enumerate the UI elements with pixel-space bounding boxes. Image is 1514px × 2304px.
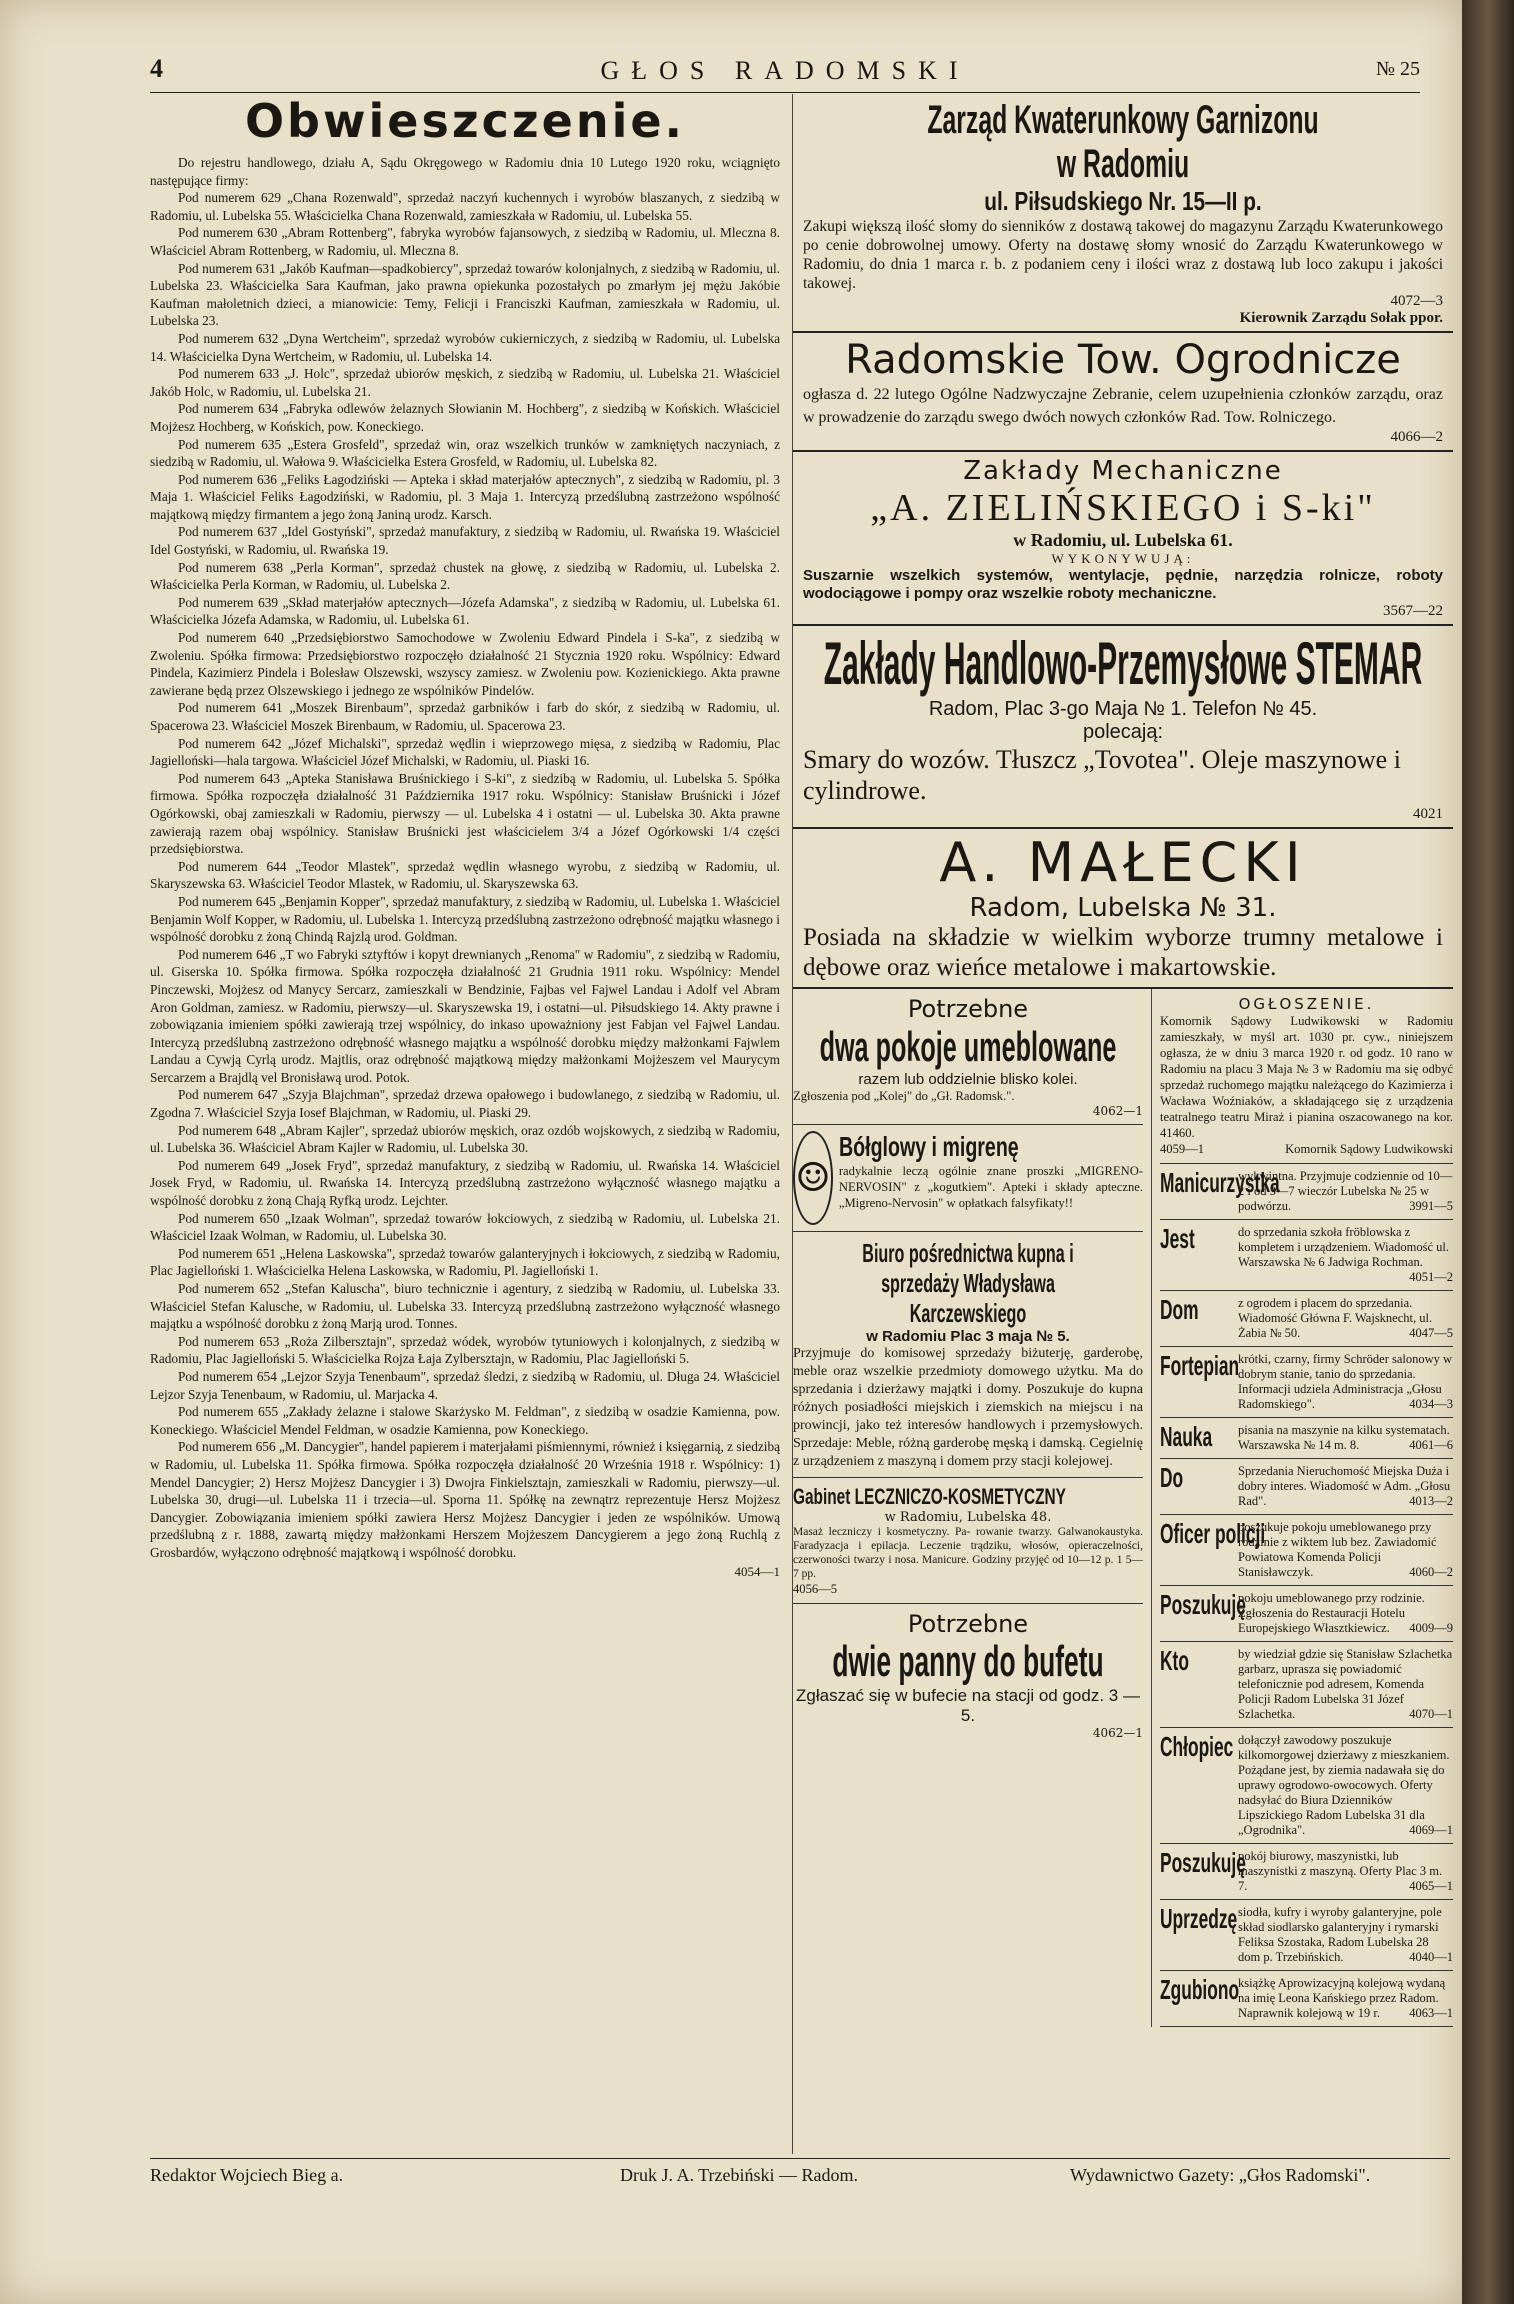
small-ad-body bbox=[1238, 1352, 1453, 1412]
page-edge bbox=[1462, 0, 1514, 2304]
notice-entry: Pod numerem 633 „J. Holc", sprzedaż ubiorów męskich, z siedzibą w Radomiu, ul. Lubelska 21. Właściciel Jakób Holc, w Radomiu, ul. Lubelska 21. bbox=[150, 366, 780, 399]
notice-ref: 4054—1 bbox=[734, 1563, 780, 1579]
small-ad-head: Poszukuję bbox=[1160, 1589, 1246, 1620]
small-ad bbox=[1160, 1164, 1453, 1220]
small-ad-head: Oficer policji bbox=[1160, 1518, 1266, 1549]
small-ad-ref: 4065—1 bbox=[1409, 1879, 1453, 1893]
pokoje-head: Potrzebne bbox=[907, 995, 1029, 1023]
ogrod-title: Radomskie Tow. Ogrodnicze bbox=[845, 337, 1401, 383]
small-ad bbox=[1160, 1291, 1453, 1347]
small-ad-body bbox=[1238, 1225, 1453, 1285]
notice-entries bbox=[150, 189, 780, 1561]
stemar-body: Smary do wozów. Tłuszcz „Tovotea". Oleje maszynowe i cylindrowe. bbox=[803, 745, 1401, 805]
small-ad-body bbox=[1238, 1591, 1453, 1636]
small-ad-body bbox=[1238, 1464, 1453, 1509]
small-ad bbox=[1160, 1459, 1453, 1515]
gabinet-title: Gabinet LECZNICZO-KOSMETYCZNY bbox=[793, 1484, 1066, 1509]
small-ad-head: Dom bbox=[1160, 1294, 1199, 1325]
small-ad-text: pokoju umeblowanego przy rodzinie. Zgłoszenia do Restauracji Hotelu Europejskiego Własztkiewicz. bbox=[1238, 1591, 1425, 1635]
small-ad-head: Zgubiono bbox=[1160, 1974, 1240, 2005]
small-ad bbox=[1160, 1586, 1453, 1642]
notice-entry: Pod numerem 651 „Helena Laskowska", sprzedaż towarów galanteryjnych i łokciowych, z siedzibą w Radomiu, Plac Jagielloński 1. Właścicielka Helena Laskowska, w Radomiu, Pl. Jagielloński 1. bbox=[150, 1245, 780, 1279]
ad-biuro bbox=[793, 1232, 1143, 1478]
small-ads bbox=[1160, 1164, 1453, 2027]
malecki-address: Radom, Lubelska № 31. bbox=[969, 893, 1277, 923]
gabinet-address: w Radomiu, Lubelska 48. bbox=[884, 1510, 1052, 1525]
stemar-title: Zakłady Handlowo-Przemysłowe STEMAR bbox=[823, 630, 1423, 697]
small-ad-text: Sprzedania Nieruchomość Miejska Duża i dobry interes. Wiadomość w Adm. „Głosu Rad". bbox=[1238, 1464, 1451, 1508]
small-ad-ref: 4060—2 bbox=[1409, 1565, 1453, 1579]
small-ad-head: Kto bbox=[1160, 1645, 1189, 1676]
biuro-body: Przyjmuje do komisowej sprzedaży biżuterję, garderobę, meble oraz wszelkie przedmioty domowego użytku. Ma do sprzedania i dzierżawy majątki i domy. Poszukuje do kupna różnych posiadłości miejskich i ziemskich na miejscu i na prowincji, jako też interesów handlowych i przemysłowych. Sprzedaje: Meble, różną garderobę męską i damską. Cegielnię z urządzeniem z maszyną i domem przy stacji kolejowej. bbox=[793, 1346, 1143, 1469]
ad-pokoje bbox=[793, 989, 1143, 1125]
small-ad bbox=[1160, 1220, 1453, 1291]
notice-entry: Pod numerem 641 „Moszek Birenbaum", sprzedaż garbników i farb do skór, z siedzibą w Radomiu, ul. Spacerowa 23. Właściciel Moszek Birenbaum, w Radomiu, ul. Spacerowa 23. bbox=[150, 700, 780, 733]
ziel-body: Suszarnie wszelkich systemów, wentylacje, pędnie, narzędzia rolnicze, roboty wodociągowe i pompy oraz wszelkie roboty mechaniczne. bbox=[803, 567, 1443, 602]
page-number: 4 bbox=[150, 54, 163, 83]
notice-entry: Pod numerem 653 „Roża Zilbersztajn", sprzedaż wódek, wyrobów tytuniowych i kolonjalnych, z siedzibą w Radomiu, Plac Jagielloński 5. Właścicielka Rojza Łaja Zylbersztajn, w Radomiu, Plac Jagielloński 5. bbox=[150, 1333, 780, 1367]
page-header bbox=[150, 52, 1420, 93]
notice-entry: Pod numerem 639 „Skład materjałów aptecznych—Józefa Adamska", z siedzibą w Radomiu, ul. Lubelska 61. Właścicielka Józefa Adamska, w Radomiu, ul. Lubelska 61. bbox=[150, 594, 780, 628]
notice-entry: Pod numerem 635 „Estera Grosfeld", sprzedaż win, oraz wszelkich trunków w zamkniętych naczyniach, z siedzibą w Radomiu, ul. Wałowa 9. Właścicielka Estera Grosfeld, w Radomiu, ul. Lubelska 82. bbox=[150, 436, 780, 470]
small-ad bbox=[1160, 1347, 1453, 1418]
small-ad-head: Poszukuję bbox=[1160, 1847, 1246, 1878]
small-ad-head: Uprzedzę bbox=[1160, 1903, 1238, 1934]
small-ad bbox=[1160, 1418, 1453, 1459]
notice-entry: Pod numerem 646 „T wo Fabryki sztyftów i kopyt drewnianych „Renoma" w Radomiu", z siedzibą w Radomiu, ul. Giserska 10. Spółka firmowa. Spółka rozpoczęła działalność 21 Grudnia 1911 roku. Wspólnicy: Mendel Pinczewski, Mojżesz od Manycy Sercarz, zamieszkali w Bendzinie, Fajbas vel Fajwel Landau i Adolf vel Abram Aron Goldman, zamiesz. w Radomiu, pierwszy—ul. Skaryszewska 19, i ostatni—ul. Piłsudskiego 14. Akty prawne i zobowiązania imieniem spółki zawierają trzej wspólnicy, do inkaso upoważniony jest Fabjan vel Fajwel Landau. Intercyzą przedślubną zastrzeżono odrębność własnego majątku a wspólność dorobku między małżonkami Fajwlem Landau a Cywją Cyrlą urodz. Majtlis, oraz odrębność majątkową między małżonkami Mojżeszem vel Maurycym Sercarzem a Brajdlą vel Bronisławą urod. Potok. bbox=[150, 946, 780, 1085]
ad-malecki bbox=[793, 829, 1453, 989]
small-ad-head: Do bbox=[1160, 1462, 1184, 1493]
notice-entry: Pod numerem 636 „Feliks Łagodziński — Apteka i skład materjałów aptecznych", z siedzibą w Radomiu, pl. 3 Maja 1. Właściciel Feliks Łagodziński, w Radomiu, pl. 3 Maja 1. Intercyzą przedślubną zastrzeżono wspólność majątkową między firmantem a jego żoną Janiną urodz. Karsch. bbox=[150, 471, 780, 522]
migrena-body: radykalnie leczą ogólnie znane proszki „MIGRENO-NERVOSIN" z „kogutkiem". Apteki i składy apteczne. „Migreno-Nervosin" w opłatkach falsyfikaty!! bbox=[838, 1164, 1143, 1210]
notice-entry: Pod numerem 637 „Idel Gostyński", sprzedaż manufaktury, z siedzibą w Radomiu, ul. Rwańska 19. Właściciel Idel Gostyński, w Radomiu, ul. Rwańska 19. bbox=[150, 524, 780, 558]
notice-entry: Pod numerem 656 „M. Dancygier", handel papierem i materjałami piśmiennymi, również i księgarnią, z siedzibą w Radomiu, ul. Lubelska 11. Spółka firmowa. Spółka rozpoczęła działalność 20 Września 1918 r. Wspólnicy: 1) Mendel Dancygier; 2) Hersz Mojżesz Dancygier i 3) Dwojra Finkielsztajn, zamieszkali w Radomiu, pierwszy—ul. Lubelska 30, drugi—ul. Lubelska 11 i trzecia—ul. Sporna 11. Spółkę na zewnątrz reprezentuje Hersz Mojżesz Dancygier. Zobowiązania imieniem spółki zawiera Hersz Mojżesz Dancygier i jeden ze wspólników. Umową przedślubną z r. 1888, zawartą między małżonkami Herszem Mojżeszem Dancygierem a jego żoną Ruchlą z Grosbardów, wyłączono odrębność majątkową i wspólność dorobku. bbox=[150, 1439, 780, 1560]
panny-head: Potrzebne bbox=[907, 1610, 1029, 1638]
ads-column bbox=[792, 94, 1453, 2154]
ogrod-body: ogłasza d. 22 lutego Ogólne Nadzwyczajne Zebranie, celem uzupełnienia członków zarządu, oraz w prowadzenie do zarządu swego dwóch nowych członków Rad. Tow. Rolniczego. bbox=[803, 386, 1443, 426]
panny-big: dwie panny do bufetu bbox=[832, 1637, 1104, 1686]
small-ad-body bbox=[1238, 1647, 1453, 1722]
small-ad-text: pisania na maszynie na kilku systematach. Warszawska № 14 m. 8. bbox=[1238, 1423, 1450, 1452]
footer-publisher: Wydawnictwo Gazety: „Głos Radomski". bbox=[1070, 2165, 1371, 2185]
small-ad-ref: 3991—5 bbox=[1409, 1199, 1453, 1213]
malecki-name: A. MAŁECKI bbox=[939, 831, 1307, 894]
ziel-ref: 3567—22 bbox=[1383, 603, 1443, 619]
migrena-title: Bółglowy i migrenę bbox=[838, 1131, 1019, 1162]
komornik-signer: Komornik Sądowy Ludwikowski bbox=[1285, 1142, 1453, 1156]
small-ad-ref: 4070—1 bbox=[1409, 1707, 1453, 1721]
small-ad-body bbox=[1238, 1976, 1453, 2021]
notice-intro: Do rejestru handlowego, działu A, Sądu Okręgowego w Radomiu dnia 10 Lutego 1920 roku, wciągnięto następujące firmy: bbox=[150, 155, 780, 188]
malecki-body: Posiada na składzie w wielkim wyborze trumny metalowe i dębowe oraz wieńce metalowe i makartowskie. bbox=[803, 924, 1443, 981]
kwater-signer: Kierownik Zarządu Sołak ppor. bbox=[1239, 310, 1443, 326]
kwater-address: ul. Piłsudskiego Nr. 15—II p. bbox=[984, 186, 1262, 216]
small-ad-head: Jest bbox=[1160, 1223, 1195, 1254]
notice-entry: Pod numerem 632 „Dyna Wertcheim", sprzedaż wyrobów cukierniczych, z siedzibą w Radomiu, ul. Lubelska 14. Właścicielka Dyna Wertcheim, w Radomiu, ul. Lubelska 14. bbox=[150, 330, 780, 364]
notice-entry: Pod numerem 652 „Stefan Kaluscha", biuro technicznie i agentury, z siedzibą w Radomiu, ul. Lubelska 33. Właściciel Stefan Kalusche, w Radomiu, ul. Lubelska 33. Intercyzą przedślubną zastrzeżono wyłączność własnego majątku a wspólność dorobku z żoną Marją urod. Tonnes. bbox=[150, 1281, 780, 1332]
notice-entry: Pod numerem 640 „Przedsiębiorstwo Samochodowe w Zwoleniu Edward Pindela i S-ka", z siedzibą w Zwoleniu. Spółka firmowa: Przedsiębiorstwo rozpoczęło działalność 21 Stycznia 1920 roku. Wspólnicy: Edward Pindela, Kazimierz Pindela i Bolesław Olszewski, wszyscy zamiesz. w Zwoleniu pow. Kozienickiego. Akta prawne zawierane będą przez Olszewskiego i jednego ze wspólników Pindelów. bbox=[150, 630, 780, 698]
kwater-title: Zarząd Kwaterunkowy Garnizonu w Radomiu bbox=[927, 98, 1319, 186]
small-ad bbox=[1160, 1844, 1453, 1900]
notice-entry: Pod numerem 649 „Josek Fryd", sprzedaż manufaktury, z siedzibą w Radomiu, ul. Rwańska 14. Właściciel Josek Fryd, w Radomiu, ul. Rwańska 14. Intercyzą przedślubną zastrzeżono wyłączność własnego majątku a wspólność dorobku z żoną Chają Ryfką urodz. Lejchter. bbox=[150, 1157, 780, 1209]
footer-printer: Druk J. A. Trzebiński — Radom. bbox=[620, 2165, 859, 2185]
gabinet-ref: 4056—5 bbox=[793, 1582, 838, 1596]
small-ad-ref: 4009—9 bbox=[1409, 1621, 1453, 1635]
small-ad-text: wykwintna. Przyjmuje codziennie od 10—2 i od 3—7 wieczór Lubelska № 25 w podwórzu. bbox=[1238, 1169, 1453, 1213]
small-ad-head: Fortepian bbox=[1160, 1350, 1240, 1381]
notice-entry: Pod numerem 629 „Chana Rozenwald", sprzedaż naczyń kuchennych i wyrobów blaszanych, z siedzibą w Radomiu, ul. Lubelska 55. Właścicielka Chana Rozenwald, zamieszkała w Radomiu, ul. Lubelska 55. bbox=[150, 190, 780, 223]
small-ad-head: Nauka bbox=[1160, 1421, 1213, 1452]
notice-entry: Pod numerem 655 „Zakłady żelazne i stalowe Skarżysko M. Feldman", z siedzibą w osadzie Kamienna, pow. Koneckiego. Właściciel Mendel Feldman, w osadzie Kamienna, pow Koneckiego. bbox=[150, 1404, 780, 1437]
stemar-address: Radom, Plac 3-go Maja № 1. Telefon № 45. bbox=[928, 698, 1318, 720]
head-emblem-icon: ☺ bbox=[793, 1131, 833, 1225]
notice-entry: Pod numerem 634 „Fabryka odlewów żelaznych Słowianin M. Hochberg", z siedzibą w Końskich. Właściciel Mojżesz Hochberg, w Końskich, pow. Koneckiego. bbox=[150, 401, 780, 434]
small-ad-text: krótki, czarny, firmy Schröder salonowy w dobrym stanie, tanio do sprzedania. Informacji udziela Administracja „Głosu Radomskiego". bbox=[1238, 1352, 1453, 1411]
pokoje-contact: Zgłoszenia pod „Kolej" do „Gł. Radomsk.". bbox=[793, 1089, 1015, 1103]
lower-right bbox=[1152, 989, 1453, 2027]
small-ad-text: pokój biurowy, maszynistki, lub maszynistki z maszyną. Oferty Plac 3 m. 7. bbox=[1238, 1849, 1443, 1893]
notice-title: Obwieszczenie. bbox=[244, 94, 686, 148]
small-ad-ref: 4013—2 bbox=[1409, 1494, 1453, 1508]
lower-ads bbox=[793, 989, 1453, 2027]
komornik-ref: 4059—1 bbox=[1160, 1142, 1205, 1156]
panny-ref: 4062—1 bbox=[1092, 1726, 1143, 1740]
pokoje-big: dwa pokoje umeblowane bbox=[819, 1023, 1117, 1070]
ziel-address: w Radomiu, ul. Lubelska 61. bbox=[1013, 530, 1233, 550]
lower-left bbox=[793, 989, 1152, 2027]
small-ad-text: dołączył zawodowy poszukuje kilkomorgowej dzierżawy z mieszkaniem. Pożądane jest, by ziemia nadawała się do uprawy ogrodowo-owocowych. Oferty nadsyłać do Biura Dzienników Lipszickiego Radom Lubelska 31 dla „Ogrodnika". bbox=[1238, 1733, 1450, 1837]
small-ad-ref: 4061—6 bbox=[1409, 1438, 1453, 1452]
small-ad-body bbox=[1238, 1423, 1453, 1453]
notice-entry: Pod numerem 638 „Perla Korman", sprzedaż chustek na głowę, z siedzibą w Radomiu, ul. Lubelska 2. Właścicielka Perla Korman, w Radomiu, ul. Lubelska 2. bbox=[150, 559, 780, 593]
komornik-title: OGŁOSZENIE. bbox=[1238, 995, 1375, 1013]
pokoje-ref: 4062—1 bbox=[1092, 1104, 1143, 1118]
small-ad-head: Chłopiec bbox=[1160, 1731, 1234, 1762]
ziel-sub: WYKONYWUJĄ: bbox=[1051, 551, 1195, 566]
notice-entry: Pod numerem 654 „Lejzor Szyja Tenenbaum", sprzedaż śledzi, z siedzibą w Radomiu, ul. Długa 24. Właściciel Lejzor Szyja Tenenbaum, w Radomiu, ul. Marjacka 4. bbox=[150, 1368, 780, 1402]
stemar-poleca: polecają: bbox=[1082, 721, 1164, 743]
ziel-name: „A. ZIELIŃSKIEGO i S-ki" bbox=[870, 487, 1376, 529]
ad-ogrodnicze bbox=[793, 333, 1453, 452]
small-ad-ref: 4034—3 bbox=[1409, 1397, 1453, 1411]
page-footer bbox=[150, 2158, 1450, 2193]
small-ad-head: Manicurzystka bbox=[1160, 1167, 1280, 1198]
notice-entry: Pod numerem 648 „Abram Kajler", sprzedaż ubiorów męskich, oraz ozdób wojskowych, z siedzibą w Radomiu, ul. Lubelska 36. Właściciel Abram Kajler w Radomiu, ul. Lubelska 30. bbox=[150, 1122, 780, 1156]
small-ad-body bbox=[1238, 1733, 1453, 1838]
small-ad-ref: 4069—1 bbox=[1409, 1823, 1453, 1837]
small-ad-body bbox=[1238, 1520, 1453, 1580]
biuro-title: Biuro pośrednictwa kupna i sprzedaży Władysława Karczewskiego bbox=[862, 1238, 1074, 1328]
notice-entry: Pod numerem 645 „Benjamin Kopper", sprzedaż manufaktury, z siedzibą w Radomiu, ul. Lubelska 1. Właściciel Benjamin Wolf Kopper, w Radomiu, ul. Lubelska 1. Intercyzą przedślubną zastrzeżono odrębność majątku własnego i wspólność dorobku z żoną Chindą Rajzlą urod. Goldman. bbox=[150, 893, 780, 945]
ad-kwaterunkowy bbox=[793, 94, 1453, 333]
notice-entry: Pod numerem 631 „Jakób Kaufman—spadkobiercy", sprzedaż towarów kolonjalnych, z siedzibą w Radomiu, ul. Lubelska 23. Właścicielka Sara Kaufman, jako prawna opiekunka pozostałych po zmarłym jej mężu Jakóbie Kaufman małoletnich dzieci, a mianowicie: Temy, Felicji i Franciszki Kaufman, zamieszkała w Radomiu, ul. Lubelska 23. bbox=[150, 260, 780, 329]
notice-entry: Pod numerem 642 „Józef Michalski", sprzedaż wędlin i wieprzowego mięsa, z siedzibą w Radomiu, Plac Jagielloński—hala targowa. Właściciel Józef Michalski, w Radomiu, ul. Piaski 16. bbox=[150, 735, 780, 769]
biuro-address: w Radomiu Plac 3 maja № 5. bbox=[866, 1328, 1070, 1345]
pokoje-line: razem lub oddzielnie blisko kolei. bbox=[858, 1071, 1078, 1088]
notice-column bbox=[150, 94, 780, 2154]
small-ad-body bbox=[1238, 1296, 1453, 1341]
masthead: GŁOS RADOMSKI bbox=[600, 56, 970, 85]
ad-stemar bbox=[793, 626, 1453, 829]
notice-entry: Pod numerem 644 „Teodor Mlastek", sprzedaż wędlin własnego wyrobu, z siedzibą w Radomiu, ul. Skaryszewska 63. Właściciel Teodor Mlastek, w Radomiu, ul. Skaryszewska 63. bbox=[150, 858, 780, 892]
ogrod-ref: 4066—2 bbox=[1390, 429, 1443, 445]
small-ad-text: by wiedział gdzie się Stanisław Szlachetka garbarz, uprasza się powiadomić telefonicznie pod adresem, Komenda Policji Radom Lubelska 31 Józef Szlachetka. bbox=[1238, 1647, 1453, 1721]
ad-komornik bbox=[1160, 989, 1453, 1164]
small-ad bbox=[1160, 1728, 1453, 1844]
gabinet-body: Masaż leczniczy i kosmetyczny. Pa- rowanie twarzy. Galwanokaustyka. Faradyzacja i epilacja. Leczenie trądziku, włosów, opieraczelności, czerwoności twarzy i nosa. Manicure. Godziny przyjęć od 10—12 p. 1 5—7 pp. bbox=[793, 1526, 1143, 1580]
small-ad bbox=[1160, 1900, 1453, 1971]
small-ad-ref: 4040—1 bbox=[1409, 1950, 1453, 1964]
small-ad-body bbox=[1238, 1849, 1453, 1894]
notice-entry: Pod numerem 643 „Apteka Stanisława Bruśnickiego i S-ki", z siedzibą w Radomiu, ul. Lubelska 5. Spółka firmowa. Spółka rozpoczęła działalność 31 Października 1917 roku. Wspólnicy: Stanisław Bruśnicki i Józef Ogórkowski, obaj zamieszkali w Radomiu, pierwszy — ul. Lubelska 4 i ostatni — ul. Lubelska 30. Akta prawne zawierają razem obaj wspólnicy. Stanisław Bruśnicki jest właścicielem 3/4 a Józef Ogórkowski 1/4 części przedsiębiorstwa. bbox=[150, 770, 780, 857]
small-ad-text: do sprzedania szkoła fröblowska z kompletem i urządzeniem. Wiadomość ul. Warszawska № 6 Jadwiga Rochman. bbox=[1238, 1225, 1450, 1269]
issue-number: № 25 bbox=[1375, 58, 1420, 80]
ziel-line1: Zakłady Mechaniczne bbox=[963, 456, 1283, 486]
small-ad-text: poszukuje pokoju umeblowanego przy rodzinie z wiktem lub bez. Zawiadomić Powiatowa Komenda Policji Stanisławczyk. bbox=[1238, 1520, 1437, 1579]
small-ad-ref: 4051—2 bbox=[1409, 1270, 1453, 1284]
ad-zielinski bbox=[793, 452, 1453, 626]
small-ad-text: książkę Aprowizacyjną kolejową wydaną na imię Leona Kańskiego przez Radom. Naprawnik kolejową w 19 r. bbox=[1238, 1976, 1446, 2020]
notice-entry: Pod numerem 647 „Szyja Blajchman", sprzedaż drzewa opałowego i budowlanego, z siedzibą w Radomiu, ul. Zgodna 7. Właściciel Szyja Iosef Blajchman, w Radomiu, ul. Piaski 29. bbox=[150, 1087, 780, 1121]
ad-panny bbox=[793, 1604, 1143, 1746]
kwater-ref: 4072—3 bbox=[1390, 293, 1443, 309]
kwater-body: Zakupi większą ilość słomy do sienników z dostawą takowej do magazynu Zarządu Kwaterunkowego po cenie dobrowolnej umowy. Oferty na dostawę słomy wnosić do Zarządu Kwaterunkowego w Radomiu, do dnia 1 marca r. b. z podaniem ceny i ilości wraz z dostawą lub loco zakupu i jakości takowej. bbox=[803, 218, 1443, 292]
notice-entry: Pod numerem 650 „Izaak Wolman", sprzedaż towarów łokciowych, z siedzibą w Radomiu, ul. Lubelska 21. Właściciel Izaak Wolman, w Radomiu, ul. Lubelska 30. bbox=[150, 1210, 780, 1244]
small-ad-text: siodła, kufry i wyroby galanteryjne, pole skład siodlarsko galanteryjny i rymarski Feliksa Szostaka, Radom Lubelska 28 dom p. Trzebińskich. bbox=[1238, 1905, 1442, 1964]
small-ad-ref: 4063—1 bbox=[1409, 2006, 1453, 2020]
panny-line: Zgłaszać się w bufecie na stacji od godz. 3 — 5. bbox=[796, 1686, 1140, 1725]
ad-gabinet bbox=[793, 1478, 1143, 1604]
komornik-body: Komornik Sądowy Ludwikowski w Radomiu zamieszkały, w myśl art. 1030 pr. cyw., niniejszem ogłasza, że w dniu 3 marca 1920 r. od godz. 10 rano w Radomiu na placu 3 Maja № 3 w Radomiu ma się odbyć sprzedaż ruchomego majątku należącego do Kazimierza i Wacława Woźniaków, a składającego się z urządzenia teatralnego teatru Miraż i pianina oszacowanego na kor. 41460. bbox=[1160, 1014, 1453, 1140]
stemar-ref: 4021 bbox=[1413, 806, 1443, 822]
small-ad-text: z ogrodem i placem do sprzedania. Wiadomość Główna F. Wajsknecht, ul. Żabia № 50. bbox=[1238, 1296, 1433, 1340]
small-ad bbox=[1160, 1971, 1453, 2027]
ad-migrena bbox=[793, 1125, 1143, 1232]
footer-editor: Redaktor Wojciech Bieg a. bbox=[150, 2165, 344, 2185]
small-ad-ref: 4047—5 bbox=[1409, 1326, 1453, 1340]
small-ad bbox=[1160, 1642, 1453, 1728]
small-ad-body bbox=[1238, 1905, 1453, 1965]
small-ad bbox=[1160, 1515, 1453, 1586]
notice-entry: Pod numerem 630 „Abram Rottenberg", fabryka wyrobów fajansowych, z siedzibą w Radomiu, ul. Mleczna 8. Właściciel Abram Rottenberg, w Radomiu, ul. Mleczna 8. bbox=[150, 225, 780, 258]
